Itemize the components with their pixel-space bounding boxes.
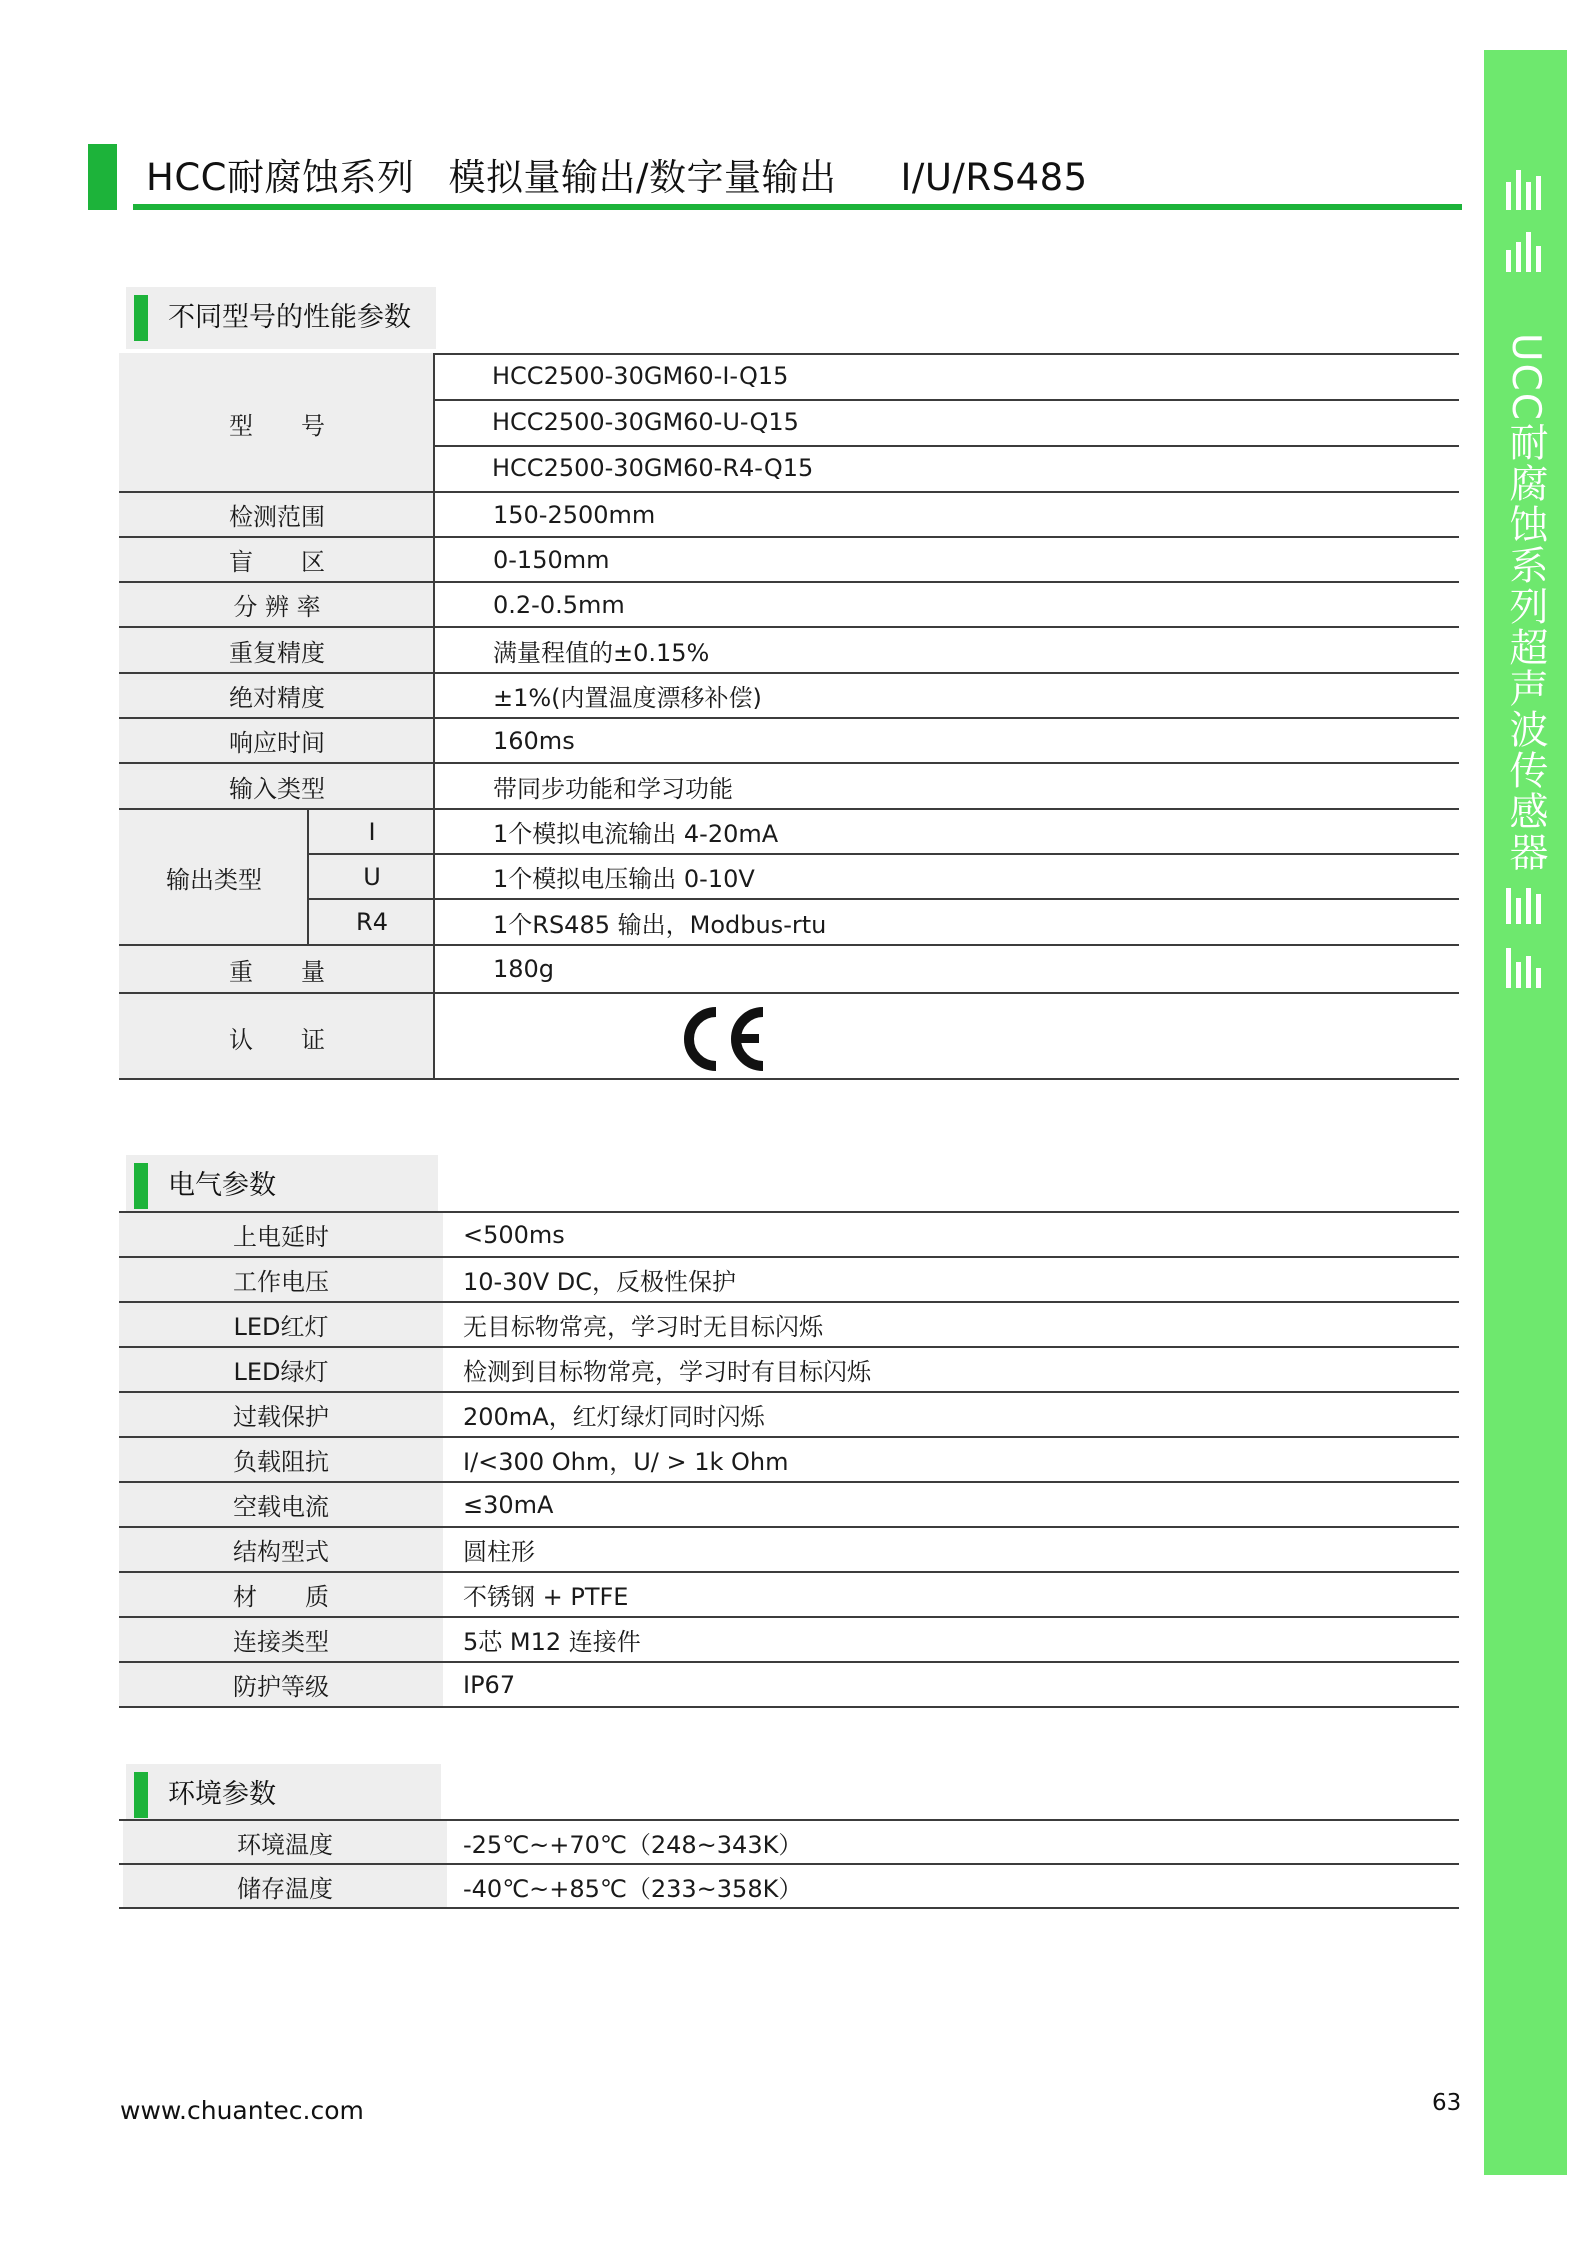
title-output: 模拟量输出/数字量输出 — [448, 156, 837, 199]
section-title: 环境参数 — [168, 1779, 276, 1810]
row-value: 150-2500mm — [493, 500, 656, 529]
row-label: 连接类型 — [233, 1628, 329, 1656]
bars-decoration-mid — [1506, 232, 1544, 272]
side-band — [1484, 50, 1567, 2175]
output-code: I — [368, 817, 376, 846]
row-value: 180g — [493, 955, 555, 983]
electrical-table — [119, 1211, 1459, 1708]
row-label: 过载保护 — [233, 1403, 329, 1431]
section-title: 电气参数 — [168, 1170, 276, 1201]
page-title — [146, 150, 1088, 206]
row-value: 不锈钢 + PTFE — [463, 1583, 629, 1611]
row-label: 空载电流 — [233, 1493, 329, 1521]
row-label: 环境温度 — [237, 1830, 333, 1859]
table-row — [119, 764, 1459, 808]
row-label: 输入类型 — [229, 774, 325, 803]
table-row — [119, 674, 1459, 717]
performance-table — [119, 353, 1459, 1080]
model-value: HCC2500-30GM60-R4-Q15 — [492, 454, 814, 482]
ce-mark-icon — [679, 1006, 769, 1072]
table-row — [119, 1438, 1459, 1481]
table-row-model — [119, 353, 1459, 493]
row-value: IP67 — [463, 1670, 516, 1699]
row-value: ≤30mA — [463, 1490, 554, 1519]
model-value: HCC2500-30GM60-U-Q15 — [492, 408, 799, 436]
page-number: 63 — [1432, 2090, 1462, 2116]
table-row-output — [119, 810, 1459, 944]
table-row — [119, 1865, 1459, 1907]
row-label: 型 号 — [229, 411, 325, 440]
row-label: 材 质 — [233, 1583, 329, 1611]
row-label: 重复精度 — [229, 638, 325, 667]
row-label: LED绿灯 — [233, 1358, 329, 1386]
row-value: 5芯 M12 连接件 — [463, 1628, 641, 1656]
row-value: -40℃~+85℃（233~358K） — [463, 1874, 803, 1903]
row-value: ±1%(内置温度漂移补偿) — [493, 684, 762, 712]
section-accent-mark — [134, 295, 148, 341]
row-value: 200mA，红灯绿灯同时闪烁 — [463, 1403, 765, 1431]
section-performance-header — [126, 287, 436, 349]
output-value: 1个模拟电压输出 0-10V — [493, 865, 755, 893]
row-value: 无目标物常亮，学习时无目标闪烁 — [463, 1313, 823, 1341]
row-value: 10-30V DC，反极性保护 — [463, 1268, 737, 1296]
row-value: 检测到目标物常亮，学习时有目标闪烁 — [463, 1358, 871, 1386]
row-label: LED红灯 — [233, 1313, 329, 1341]
table-row — [119, 719, 1459, 762]
side-vertical-title: UCC耐腐蚀系列超声波传感器 — [1503, 333, 1548, 874]
section-accent-mark — [134, 1163, 148, 1209]
table-row — [119, 1528, 1459, 1571]
model-value: HCC2500-30GM60-I-Q15 — [492, 362, 789, 390]
bars-decoration-bottom — [1506, 948, 1544, 988]
row-value: <500ms — [463, 1220, 565, 1249]
table-row — [119, 946, 1459, 992]
table-row-certification — [119, 994, 1459, 1080]
row-value: -25℃~+70℃（248~343K） — [463, 1830, 803, 1859]
title-series: HCC耐腐蚀系列 — [146, 156, 415, 199]
header-accent-mark — [88, 144, 117, 210]
table-row — [119, 1483, 1459, 1526]
section-title: 不同型号的性能参数 — [168, 302, 411, 333]
row-value: 满量程值的±0.15% — [493, 638, 710, 667]
row-label: 上电延时 — [233, 1223, 329, 1251]
row-label: 认 证 — [229, 1025, 325, 1054]
table-row — [119, 1393, 1459, 1436]
output-code: U — [363, 862, 381, 891]
row-label: 结构型式 — [233, 1538, 329, 1566]
row-label: 分 辨 率 — [233, 593, 321, 621]
row-value: 0-150mm — [493, 545, 610, 574]
output-value: 1个模拟电流输出 4-20mA — [493, 820, 779, 848]
environment-table — [119, 1819, 1459, 1909]
section-accent-mark — [134, 1772, 148, 1818]
table-row — [119, 628, 1459, 672]
row-label: 工作电压 — [233, 1268, 329, 1296]
bars-decoration-low — [1506, 888, 1544, 924]
row-label: 检测范围 — [229, 503, 325, 531]
row-value: 0.2-0.5mm — [493, 590, 625, 619]
table-row — [119, 1258, 1459, 1301]
table-row — [119, 538, 1459, 581]
table-row — [119, 1213, 1459, 1256]
section-electrical-header — [126, 1155, 438, 1217]
title-signals: I/U/RS485 — [900, 156, 1088, 199]
footer-url: www.chuantec.com — [120, 2096, 364, 2125]
table-row — [119, 1348, 1459, 1391]
table-row — [119, 1303, 1459, 1346]
header-rule — [133, 204, 1462, 210]
row-label: 重 量 — [229, 957, 325, 986]
row-value: 圆柱形 — [463, 1538, 535, 1566]
row-label: 防护等级 — [233, 1673, 329, 1701]
row-label: 负载阻抗 — [233, 1448, 329, 1476]
bars-decoration-top — [1506, 170, 1544, 210]
table-row — [119, 583, 1459, 626]
row-label: 响应时间 — [229, 729, 325, 757]
output-code: R4 — [356, 908, 388, 936]
row-label: 输出类型 — [166, 865, 262, 894]
section-environment-header — [126, 1764, 441, 1826]
row-label: 储存温度 — [237, 1874, 333, 1903]
row-value: 160ms — [493, 726, 575, 755]
row-label: 盲 区 — [229, 548, 325, 576]
table-row — [119, 1663, 1459, 1706]
output-value: 1个RS485 输出，Modbus-rtu — [493, 910, 827, 939]
table-row — [119, 1618, 1459, 1661]
row-label: 绝对精度 — [229, 684, 325, 712]
table-row — [119, 1573, 1459, 1616]
table-row — [119, 493, 1459, 536]
row-value: I/<300 Ohm，U/ > 1k Ohm — [463, 1448, 789, 1476]
row-value: 带同步功能和学习功能 — [493, 774, 733, 803]
table-row — [119, 1821, 1459, 1863]
